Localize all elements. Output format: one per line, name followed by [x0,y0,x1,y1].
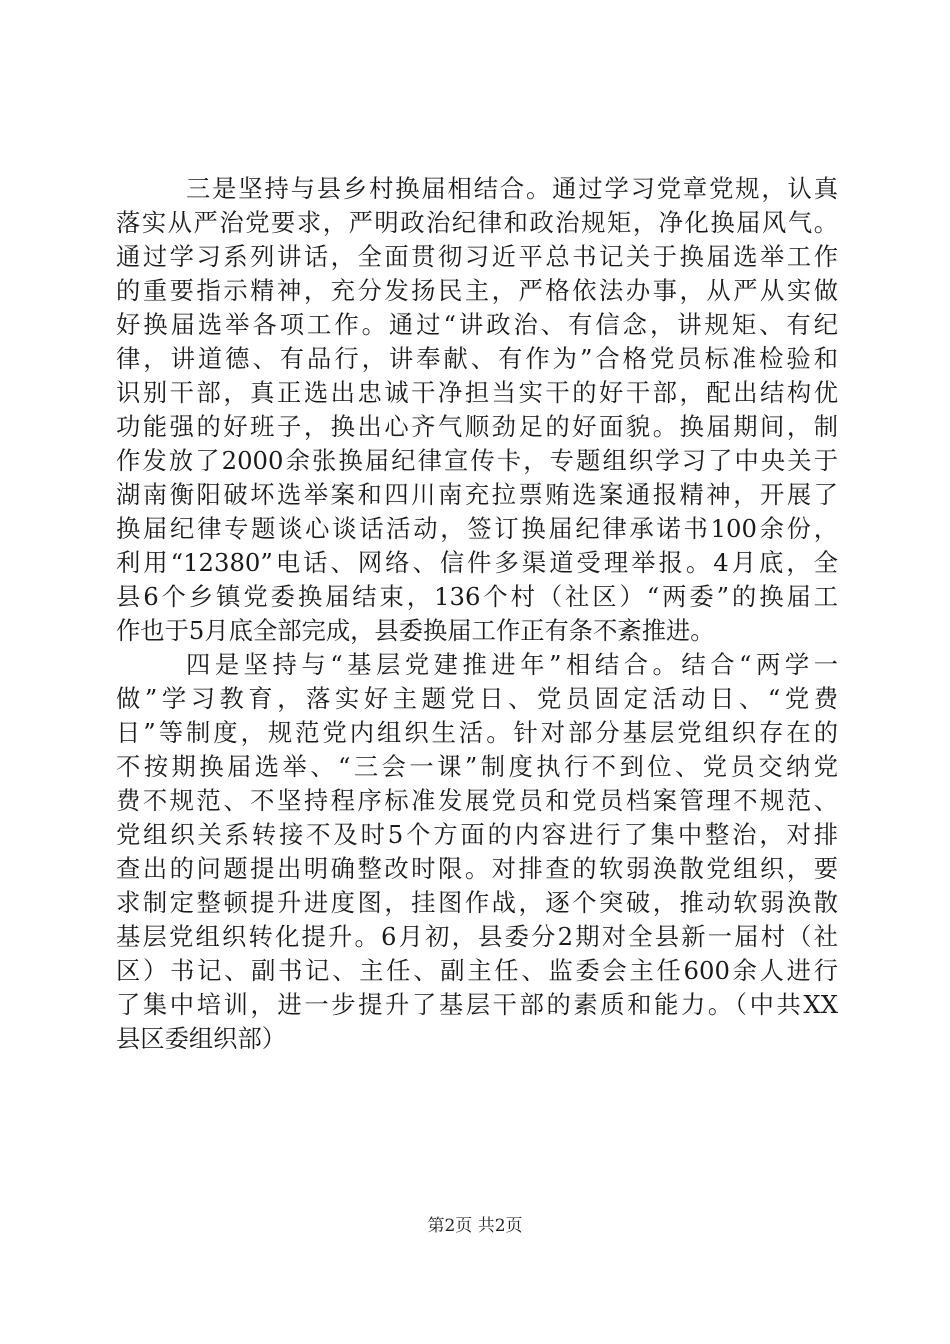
paragraph-line: 区）书记、副书记、主任、副主任、监委会主任600余人进行 [116,956,838,985]
paragraph-line: 律，讲道德、有品行，讲奉献、有作为”合格党员标准检验和 [116,344,838,373]
paragraph-line: 四是坚持与“基层党建推进年”相结合。结合“两学一 [186,650,838,679]
paragraph-line: 县6个乡镇党委换届结束，136个村（社区）“两委”的换届工 [116,582,838,611]
paragraph-line: 三是坚持与县乡村换届相结合。通过学习党章党规，认真 [186,174,838,203]
paragraph-line: 利用“12380”电话、网络、信件多渠道受理举报。4月底，全 [116,548,838,577]
paragraph-line: 日”等制度，规范党内组织生活。针对部分基层党组织存在的 [116,718,838,747]
paragraph-line: 了集中培训，进一步提升了基层干部的素质和能力。（中共XX [116,990,838,1019]
paragraph-line: 通过学习系列讲话，全面贯彻习近平总书记关于换届选举工作 [116,242,838,271]
paragraph-line: 不按期换届选举、“三会一课”制度执行不到位、党员交纳党 [116,752,838,781]
paragraph-line: 查出的问题提出明确整改时限。对排查的软弱涣散党组织，要 [116,854,838,883]
paragraph-line: 的重要指示精神，充分发扬民主，严格依法办事，从严从实做 [116,276,838,305]
paragraph-line: 作发放了2000余张换届纪律宣传卡，专题组织学习了中央关于 [116,446,838,475]
paragraph-4 [116,648,838,1056]
paragraph-line: 党组织关系转接不及时5个方面的内容进行了集中整治，对排 [116,820,838,849]
page-number-footer: 第2页 共2页 [427,1216,523,1236]
paragraph-line: 功能强的好班子，换出心齐气顺劲足的好面貌。换届期间，制 [116,412,838,441]
paragraph-line: 好换届选举各项工作。通过“讲政治、有信念，讲规矩、有纪 [116,310,838,339]
paragraph-line: 县区委组织部） [116,1024,287,1053]
paragraph-line: 识别干部，真正选出忠诚干净担当实干的好干部，配出结构优 [116,378,838,407]
paragraph-line: 换届纪律专题谈心谈话活动，签订换届纪律承诺书100余份， [116,514,838,543]
paragraph-line: 落实从严治党要求，严明政治纪律和政治规矩，净化换届风气。 [116,208,838,237]
document-body [116,172,838,1056]
paragraph-line: 费不规范、不坚持程序标准发展党员和党员档案管理不规范、 [116,786,838,815]
paragraph-line: 作也于5月底全部完成，县委换届工作正有条不紊推进。 [116,616,715,645]
paragraph-line: 基层党组织转化提升。6月初，县委分2期对全县新一届村（社 [116,922,838,951]
paragraph-line: 求制定整顿提升进度图，挂图作战，逐个突破，推动软弱涣散 [116,888,838,917]
paragraph-3 [116,172,838,648]
paragraph-line: 做”学习教育，落实好主题党日、党员固定活动日、“党费 [116,684,838,713]
paragraph-line: 湖南衡阳破坏选举案和四川南充拉票贿选案通报精神，开展了 [116,480,838,509]
